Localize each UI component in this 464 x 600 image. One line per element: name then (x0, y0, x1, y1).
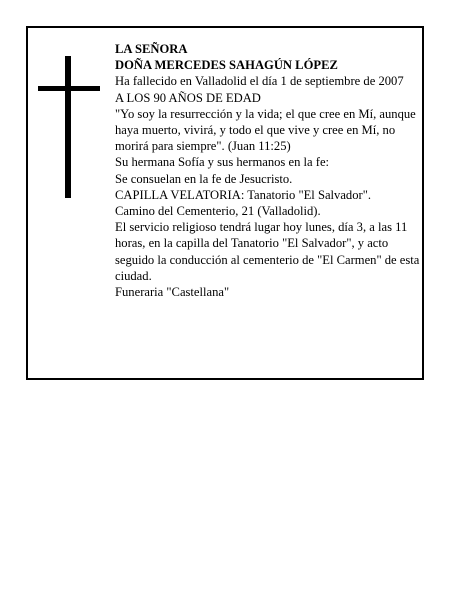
address-line: Camino del Cementerio, 21 (Valladolid). (115, 204, 321, 219)
consolation-line: Se consuelan en la fe de Jesucristo. (115, 171, 293, 186)
service-info: El servicio religioso tendrá lugar hoy lunes, día 3, a las 11 horas, en la capilla del Tanatorio "El Salvador", y acto seguido la conducción al cementerio de "El Carmen" de esta ciudad. (115, 220, 420, 283)
deceased-name: DOÑA MERCEDES SAHAGÚN LÓPEZ (115, 58, 338, 73)
obituary-notice-frame (26, 26, 424, 380)
obituary-text-block (115, 41, 421, 300)
chapel-line: CAPILLA VELATORIA: Tanatorio "El Salvador". (115, 187, 372, 202)
latin-cross-icon (38, 56, 100, 198)
cross-vertical-bar (65, 56, 71, 198)
scripture-quote: "Yo soy la resurrección y la vida; el que cree en Mí, aunque haya muerto, vivirá, y todo el que vive y cree en Mí, no morirá para siempre". (Juan 11:25) (115, 106, 416, 154)
family-line: Su hermana Sofía y sus hermanos en la fe: (115, 155, 330, 170)
age-statement: A LOS 90 AÑOS DE EDAD (115, 90, 261, 105)
death-statement: Ha fallecido en Valladolid el día 1 de septiembre de 2007 (115, 74, 404, 89)
cross-horizontal-bar (38, 86, 100, 91)
funeral-home: Funeraria "Castellana" (115, 285, 230, 300)
heading-title: LA SEÑORA (115, 42, 188, 56)
